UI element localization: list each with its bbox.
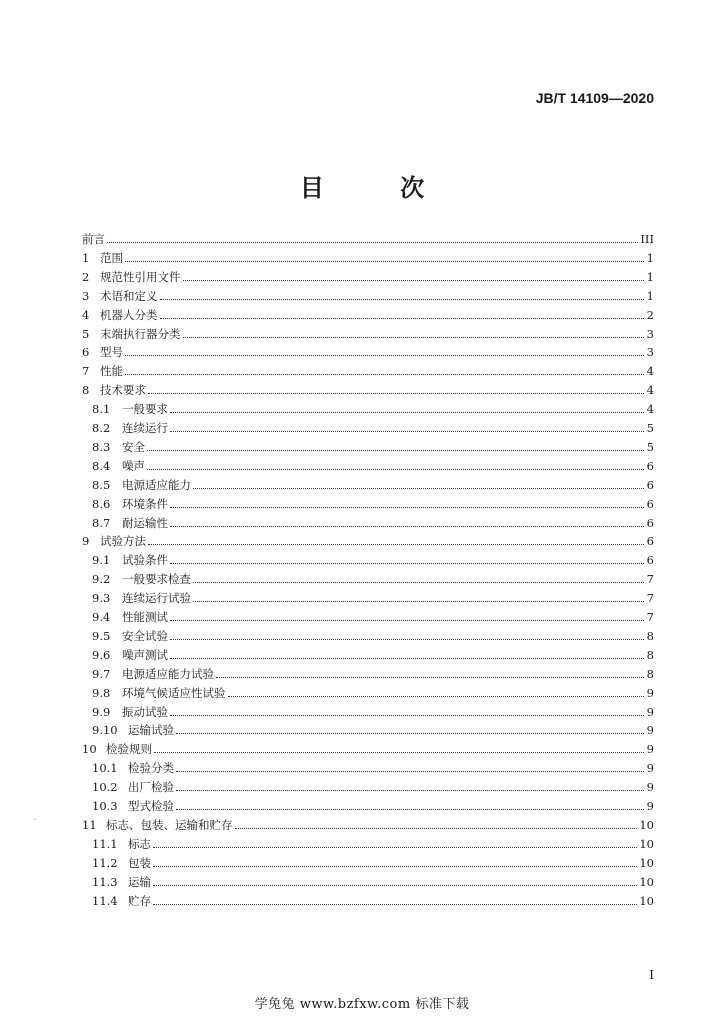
watermark-text: 学兔兔 www.bzfxw.com 标准下载 [254,997,470,1012]
toc-entry-page: 8 [646,666,654,681]
toc-entry-page: 6 [646,534,654,549]
toc-entry-number: 8.2 [92,421,111,435]
toc-entry-page: 6 [646,496,654,511]
toc-entry-number: 4 [82,307,90,322]
toc-entry[interactable] [92,549,724,567]
toc-leader-dots [170,620,644,621]
toc-entry-page: 1 [646,269,654,284]
toc-leader-dots [170,507,644,508]
toc-entry[interactable] [92,682,724,700]
toc-leader-dots [183,337,645,338]
toc-entry-title: 包装 [128,855,151,870]
toc-entry-number: 11.2 [92,855,118,870]
toc-entry-number: 11 [82,817,97,832]
toc-entry-page: 9 [646,761,654,776]
toc-entry-number: 3 [82,288,90,303]
toc-entry[interactable] [92,776,724,794]
toc-entry[interactable] [92,587,724,605]
toc-entry-page: 9 [646,685,654,700]
toc-leader-dots [170,658,644,659]
toc-entry-title: 安全 [122,439,145,454]
toc-entry-page: 10 [639,855,654,870]
toc-entry-title: 环境条件 [122,496,168,511]
toc-entry-title: 检验规则 [106,742,152,757]
toc-leader-dots [107,242,638,243]
toc-entry[interactable] [92,757,724,775]
toc-entry-title: 一般要求检查 [122,572,191,587]
toc-entry-number: 9.3 [92,591,111,606]
toc-entry[interactable] [92,890,724,908]
toc-entry-number: 8.7 [92,515,111,530]
toc-leader-dots [216,677,644,678]
toc-entry[interactable] [82,379,724,397]
toc-leader-dots [193,488,644,489]
toc-entry-page: 9 [646,780,654,795]
toc-entry-page: 10 [639,893,654,908]
toc-leader-dots [153,904,637,905]
toc-entry-title: 标志 [128,836,151,851]
toc-entry[interactable] [82,228,724,246]
toc-entry-title: 环境气候适应性试验 [122,685,226,700]
document-code: JB/T 14109—2020 [535,90,654,106]
toc-entry[interactable] [82,814,724,832]
toc-entry-title: 术语和定义 [100,288,158,303]
toc-leader-dots [170,412,644,413]
toc-leader-dots [176,790,644,791]
toc-entry-title: 耐运输性 [122,515,168,530]
toc-leader-dots [147,450,644,451]
toc-entry-page: 10 [639,874,654,889]
toc-entry[interactable] [92,625,724,643]
toc-entry-title: 前言 [82,232,105,246]
toc-leader-dots [228,696,645,697]
toc-entry[interactable] [82,266,724,284]
toc-entry-number: 9.9 [92,704,111,719]
toc-entry-page: 8 [646,647,654,662]
toc-entry[interactable] [92,606,724,624]
toc-entry-title: 贮存 [128,893,151,908]
toc-entry-title: 连续运行试验 [122,591,191,606]
toc-entry-title: 性能 [100,364,123,379]
toc-entry-number: 8.1 [92,402,111,417]
toc-entry-number: 11.3 [92,874,118,889]
toc-entry-page: 6 [646,477,654,492]
toc-leader-dots [176,809,644,810]
toc-entry-number: 8 [82,383,90,398]
toc-entry-page: 9 [646,799,654,813]
toc-entry-number: 9.4 [92,610,111,624]
toc-entry[interactable] [82,738,724,756]
toc-entry-title: 运输试验 [128,723,174,738]
toc-entry-title: 技术要求 [100,383,146,398]
toc-entry-number: 10.1 [92,761,118,776]
toc-entry-title: 型式检验 [128,799,174,813]
toc-entry[interactable] [92,852,724,870]
toc-entry-number: 11.4 [92,893,118,908]
toc-entry-number: 9.5 [92,628,111,643]
toc-entry-number: 5 [82,326,90,341]
toc-entry-number: 7 [82,364,90,379]
toc-leader-dots [153,847,637,848]
toc-entry-number: 9.10 [92,723,118,738]
toc-leader-dots [160,299,645,300]
toc-entry-page: 3 [646,326,654,341]
toc-entry-page: 7 [646,610,654,624]
toc-leader-dots [170,563,644,564]
toc-entry-number: 10.2 [92,780,118,795]
toc-leader-dots [183,280,645,281]
toc-entry-title: 噪声 [122,458,145,473]
toc-entry-page: 6 [646,515,654,530]
toc-entry[interactable] [92,719,724,737]
toc-entry[interactable] [82,360,724,378]
toc-leader-dots [193,582,644,583]
toc-entry-number: 8.6 [92,496,111,511]
toc-entry[interactable] [92,663,724,681]
toc-leader-dots [125,355,644,356]
toc-leader-dots [148,544,644,545]
toc-leader-dots [154,752,644,753]
toc-entry-title: 振动试验 [122,704,168,719]
toc-leader-dots [160,318,645,319]
toc-leader-dots [147,469,644,470]
toc-entry-number: 10 [82,742,97,757]
toc-leader-dots [176,771,644,772]
toc-entry-number: 9.1 [92,553,111,568]
toc-entry-page: 2 [646,307,654,322]
toc-entry[interactable] [82,247,724,265]
toc-entry-page: 8 [646,628,654,643]
toc-entry-title: 标志、包装、运输和贮存 [106,817,233,832]
toc-entry[interactable] [82,304,724,322]
toc-entry-number: 8.3 [92,439,111,454]
toc-entry[interactable] [92,871,724,889]
toc-entry-title: 范围 [100,250,123,265]
toc-entry[interactable] [92,474,724,492]
toc-entry[interactable] [92,701,724,719]
toc-entry-title: 电源适应能力试验 [122,666,214,681]
toc-entry-page: 9 [646,704,654,719]
toc-entry-title: 性能测试 [122,610,168,624]
toc-entry[interactable] [82,285,724,303]
toc-entry-title: 运输 [128,874,151,889]
toc-leader-dots [170,639,644,640]
toc-leader-dots [193,601,644,602]
toc-leader-dots [170,715,644,716]
toc-leader-dots [235,828,638,829]
toc-entry[interactable] [92,436,724,454]
toc-leader-dots [148,393,644,394]
toc-entry-title: 一般要求 [122,402,168,417]
toc-entry-page: 7 [646,591,654,606]
toc-entry-number: 8.5 [92,477,111,492]
toc-entry[interactable] [92,455,724,473]
toc-entry-title: 机器人分类 [100,307,158,322]
toc-entry-number: 6 [82,345,90,360]
toc-entry[interactable] [92,568,724,586]
toc-entry-number: 8.4 [92,458,111,473]
toc-entry-number: 10.3 [92,799,118,813]
toc-entry-number: 11.1 [92,836,118,851]
toc-entry-page: 7 [646,572,654,587]
toc-leader-dots [125,261,644,262]
toc-entry[interactable] [92,493,724,511]
margin-mark: · [34,815,37,824]
toc-entry-title: 连续运行 [122,421,168,435]
toc-leader-dots [176,733,644,734]
toc-entry-number: 9.7 [92,666,111,681]
toc-entry-page: 9 [646,723,654,738]
page-number: I [649,968,654,982]
toc-entry-page: 10 [639,817,654,832]
toc-leader-dots [125,374,644,375]
toc-entry[interactable] [92,398,724,416]
toc-entry-page: 4 [646,383,654,398]
toc-entry-page: 4 [646,364,654,379]
toc-entry-page: 1 [646,250,654,265]
toc-entry[interactable] [92,795,724,813]
toc-entry[interactable] [82,530,724,548]
toc-entry-title: 试验条件 [122,553,168,568]
toc-leader-dots [170,431,644,432]
toc-entry-page: 10 [639,836,654,851]
toc-entry-page: 6 [646,458,654,473]
toc-entry-number: 1 [82,250,90,265]
toc-leader-dots [153,866,637,867]
toc-entry-number: 9.6 [92,647,111,662]
toc-entry-page: 5 [646,439,654,454]
toc-entry-number: 9.2 [92,572,111,587]
toc-entry[interactable] [92,512,724,530]
toc-entry-title: 安全试验 [122,628,168,643]
toc-entry[interactable] [92,417,724,435]
toc-leader-dots [170,526,644,527]
toc-entry-number: 2 [82,269,90,284]
toc-entry-page: III [640,232,654,246]
toc-entry[interactable] [82,341,724,359]
toc-entry-title: 末端执行器分类 [100,326,181,341]
toc-entry[interactable] [92,833,724,851]
toc-entry-number: 9.8 [92,685,111,700]
toc-entry-page: 3 [646,345,654,360]
page-title: 目 次 [299,173,459,202]
toc-entry-title: 电源适应能力 [122,477,191,492]
toc-entry-page: 6 [646,553,654,568]
toc-entry[interactable] [82,323,724,341]
toc-entry-title: 出厂检验 [128,780,174,795]
toc-entry-page: 4 [646,402,654,417]
toc-entry-number: 9 [82,534,90,549]
toc-entry-page: 5 [646,421,654,435]
toc-entry-title: 噪声测试 [122,647,168,662]
toc-entry-title: 型号 [100,345,123,360]
toc-entry-page: 9 [646,742,654,757]
toc-entry-title: 试验方法 [100,534,146,549]
toc-entry-title: 规范性引用文件 [100,269,181,284]
toc-leader-dots [153,885,637,886]
toc-entry-page: 1 [646,288,654,303]
toc-entry[interactable] [92,644,724,662]
toc-entry-title: 检验分类 [128,761,174,776]
